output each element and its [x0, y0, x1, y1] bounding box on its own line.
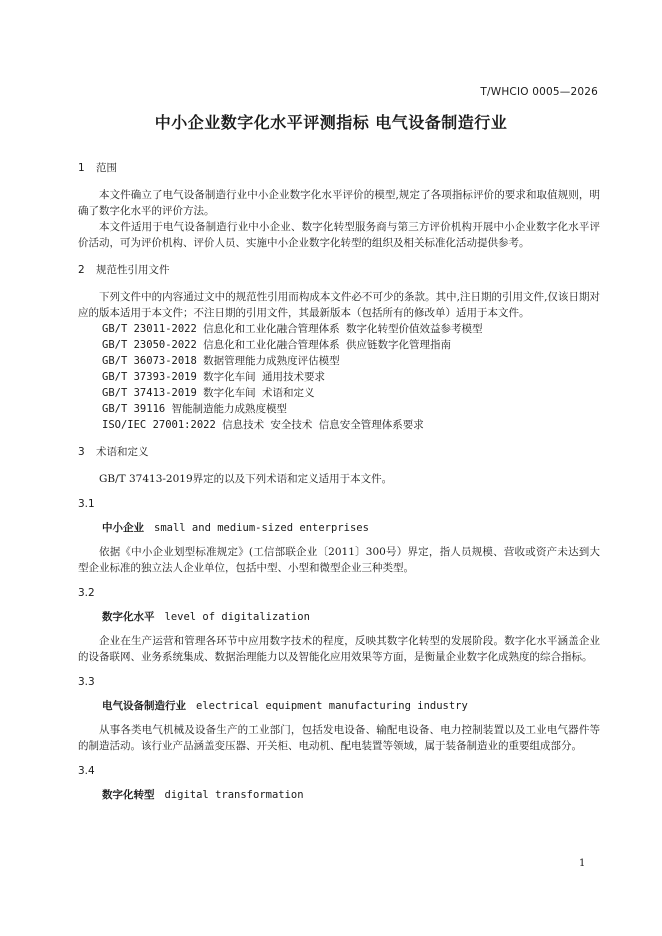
doc-code: T/WHCIO 0005—2026 [480, 86, 598, 98]
scope-paragraph-1: 本文件确立了电气设备制造行业中小企业数字化水平评价的模型,规定了各项指标评价的要求和取值规则，明确了数字化水平的评价方法。 [78, 189, 600, 217]
term-definition: 依据《中小企业划型标准规定》(工信部联企业〔2011〕300号）界定，指人员规模、营收或资产未达到大型企业标准的独立法人企业单位，包括中型、小型和微型企业三种类型。 [78, 546, 600, 574]
term-entry: 电气设备制造行业 electrical equipment manufacturing industry [102, 700, 468, 712]
scope-paragraph-2: 本文件适用于电气设备制造行业中小企业、数字化转型服务商与第三方评价机构开展中小企业数字化水平评价活动，可为评价机构、评价人员、实施中小企业数字化转型的组织及相关标准化活动提供参考。 [78, 221, 600, 249]
reference-item: GB/T 23011-2022 信息化和工业化融合管理体系 数字化转型价值效益参考模型 [102, 323, 483, 335]
section-heading-terms: 3 术语和定义 [78, 446, 149, 458]
reference-item: GB/T 36073-2018 数据管理能力成熟度评估模型 [102, 355, 340, 367]
reference-item: GB/T 37413-2019 数字化车间 术语和定义 [102, 387, 315, 399]
reference-item: ISO/IEC 27001:2022 信息技术 安全技术 信息安全管理体系要求 [102, 419, 424, 431]
term-entry: 数字化水平 level of digitalization [102, 611, 310, 623]
reference-item: GB/T 39116 智能制造能力成熟度模型 [102, 403, 288, 415]
term-number: 3.3 [78, 676, 95, 688]
reference-item: GB/T 37393-2019 数字化车间 通用技术要求 [102, 371, 325, 383]
reference-item: GB/T 23050-2022 信息化和工业化融合管理体系 供应链数字化管理指南 [102, 339, 451, 351]
page-number: 1 [579, 858, 586, 869]
term-number: 3.2 [78, 587, 95, 599]
references-paragraph: 下列文件中的内容通过文中的规范性引用而构成本文件必不可少的条款。其中,注日期的引用文件,仅该日期对应的版本适用于本文件；不注日期的引用文件，其最新版本（包括所有的修改单）适用于本文件。 [78, 291, 600, 319]
term-entry: 数字化转型 digital transformation [102, 789, 304, 801]
term-number: 3.4 [78, 765, 95, 777]
section-heading-references: 2 规范性引用文件 [78, 264, 170, 276]
terms-intro: GB/T 37413-2019界定的以及下列术语和定义适用于本文件。 [99, 473, 393, 485]
document-body [78, 160, 600, 803]
term-number: 3.1 [78, 498, 95, 510]
term-entry: 中小企业 small and medium-sized enterprises [102, 522, 369, 534]
term-definition: 从事各类电气机械及设备生产的工业部门，包括发电设备、输配电设备、电力控制装置以及工业电气器件等的制造活动。该行业产品涵盖变压器、开关柜、电动机、配电装置等领域，属于装备制造业的重要组成部分。 [78, 724, 600, 752]
section-heading-scope: 1 范围 [78, 162, 117, 174]
page-title: 中小企业数字化水平评测指标 电气设备制造行业 [154, 113, 508, 132]
term-definition: 企业在生产运营和管理各环节中应用数字技术的程度，反映其数字化转型的发展阶段。数字化水平涵盖企业的设备联网、业务系统集成、数据治理能力以及智能化应用效果等方面，是衡量企业数字化成熟度的综合指标。 [78, 635, 600, 663]
